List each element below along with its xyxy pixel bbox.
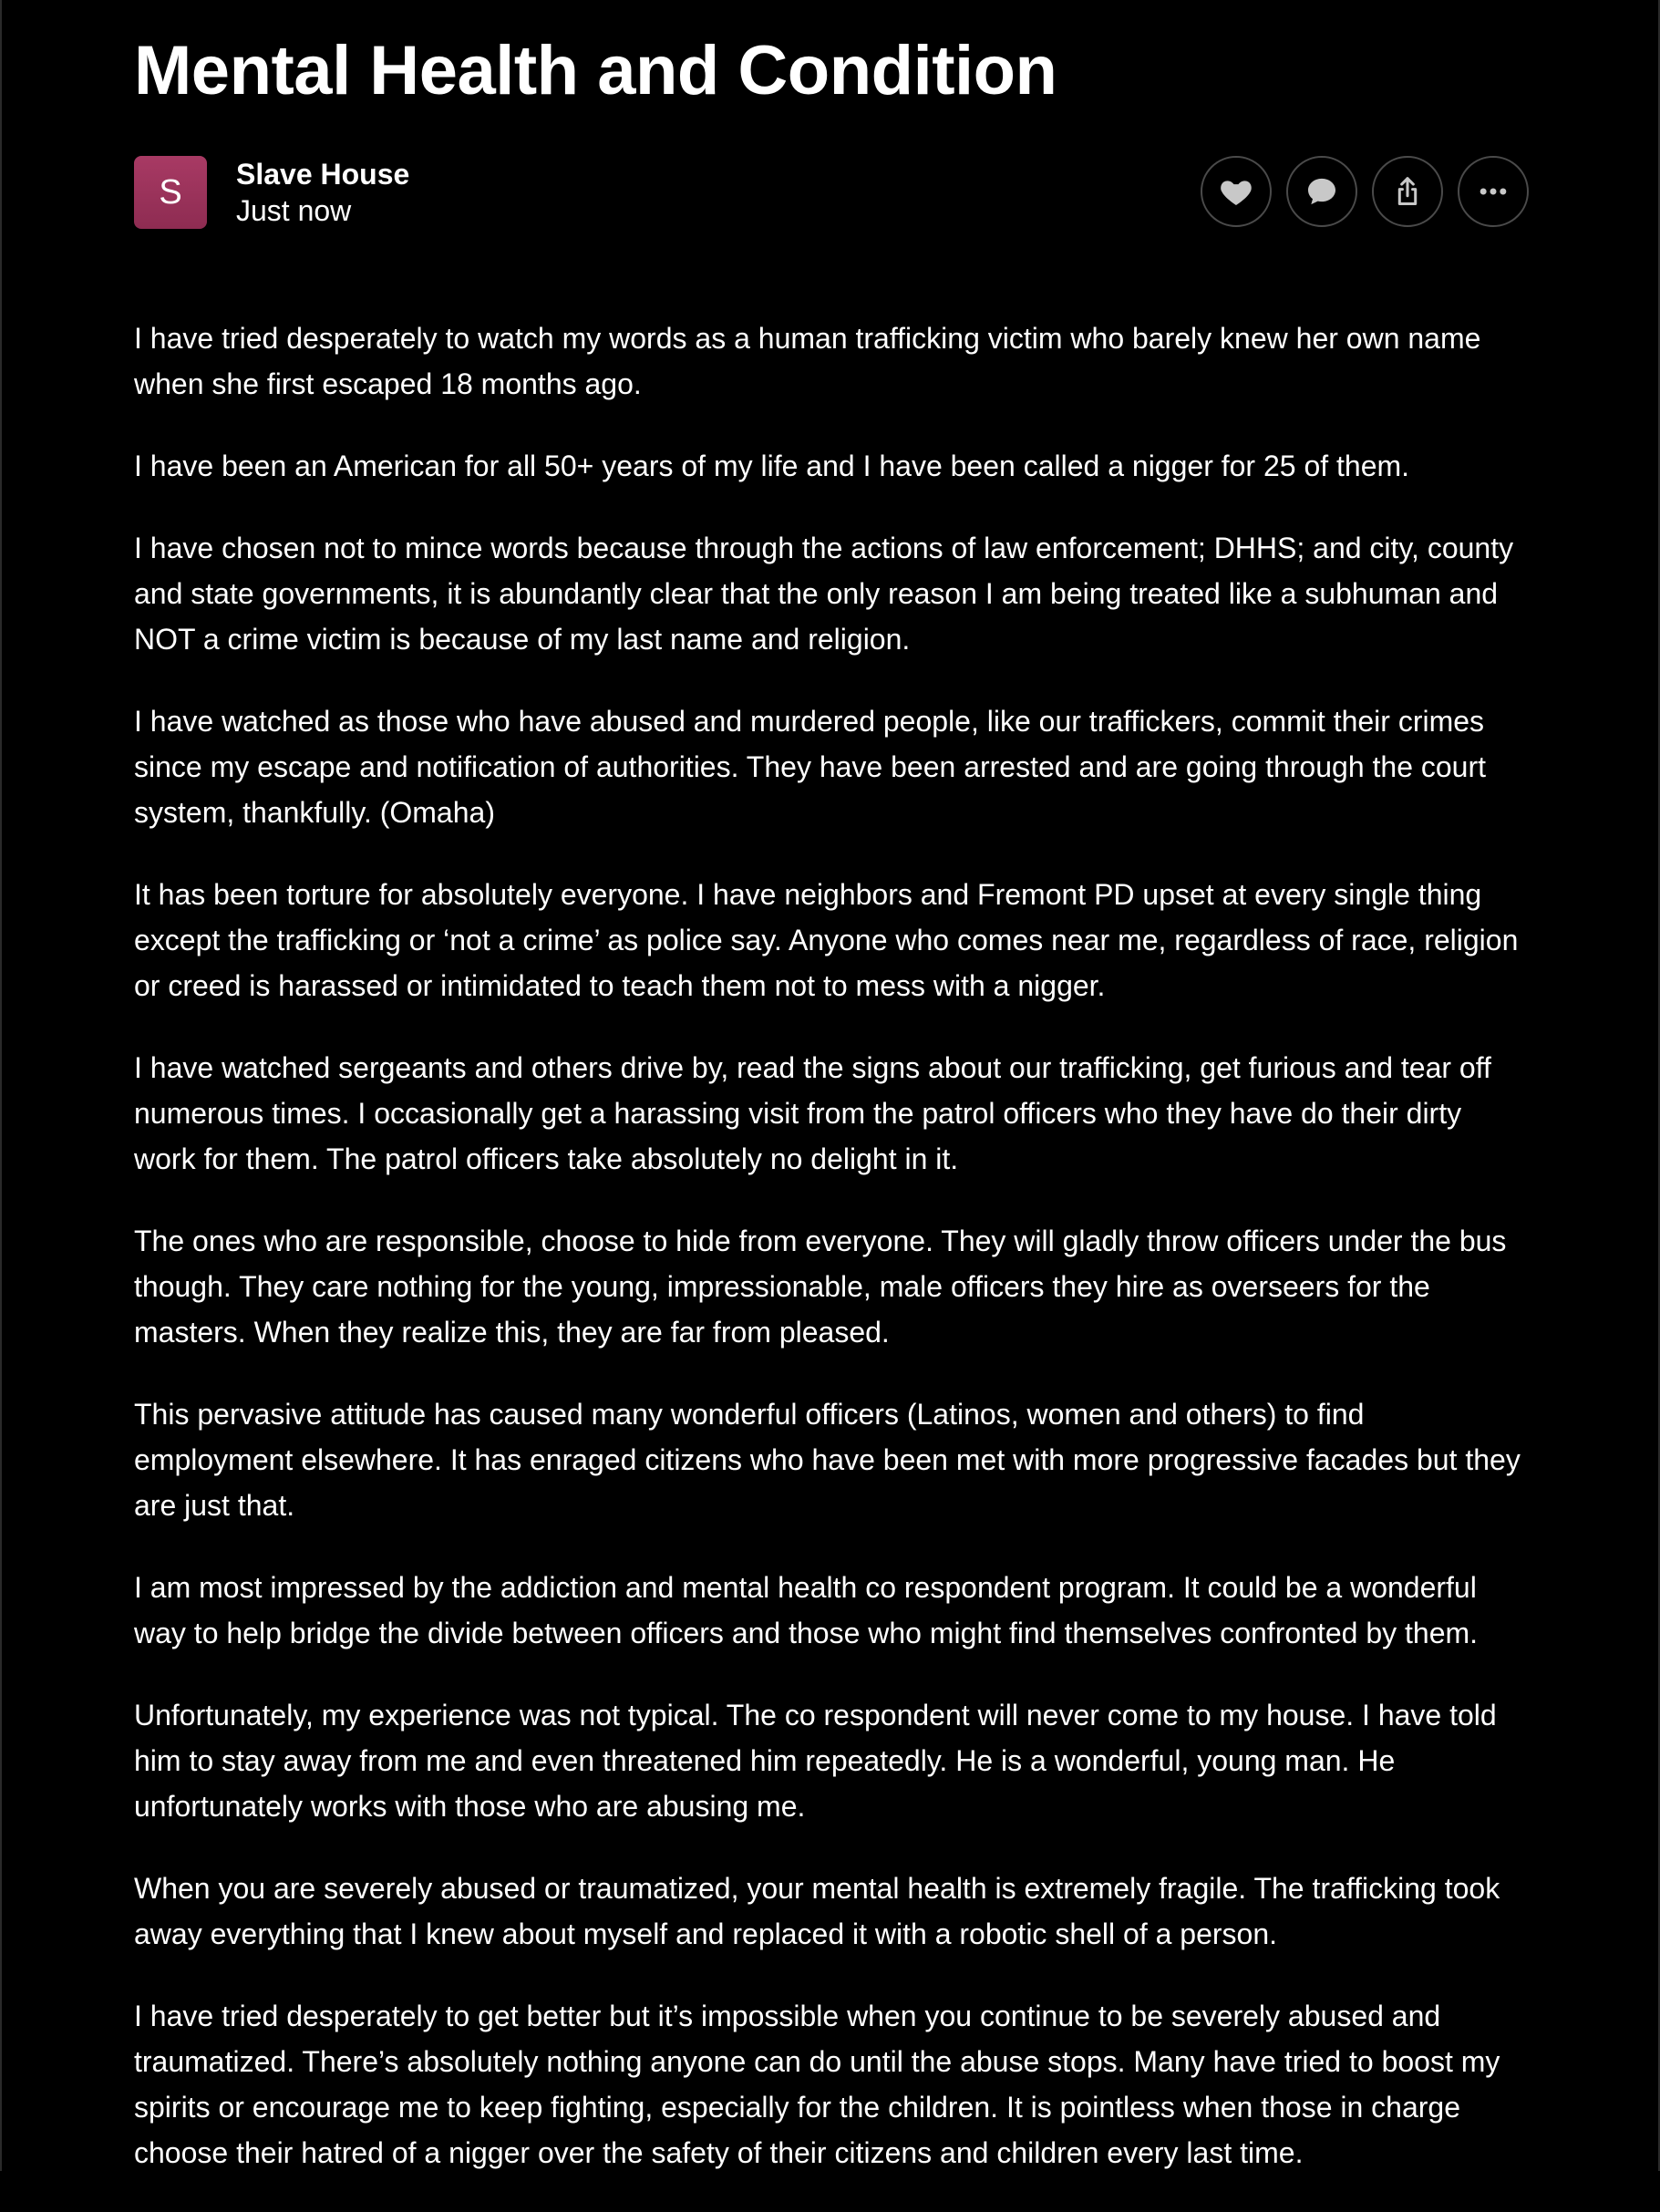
- paragraph: The ones who are responsible, choose to hide from everyone. They will gladly throw officers under the bus though. They care nothing for the young, impressionable, male officers they hire as overseers for the masters. When they realize this, they are far from pleased.: [134, 1225, 1507, 1349]
- paragraph: This pervasive attitude has caused many wonderful officers (Latinos, women and others) to find employment elsewhere. It has enraged citizens who have been met with more progressive facades but they are just that.: [134, 1398, 1521, 1522]
- paragraph: I have tried desperately to watch my words as a human trafficking victim who barely knew her own name when she first escaped 18 months ago.: [134, 322, 1481, 400]
- comment-icon: [1304, 173, 1340, 210]
- heart-icon: [1218, 173, 1254, 210]
- paragraph: It has been torture for absolutely everyone. I have neighbors and Fremont PD upset at every single thing except the trafficking or ‘not a crime’ as police say. Anyone who comes near me, regardless of race, religion or creed is harassed or intimidated to teach them not to mess with a nigger.: [134, 878, 1519, 1002]
- author-name[interactable]: Slave House: [236, 158, 410, 191]
- share-icon: [1390, 174, 1425, 209]
- paragraph: I have been an American for all 50+ years of my life and I have been called a nigger for 25 of them.: [134, 450, 1410, 482]
- author-info: [236, 156, 409, 229]
- post-time: Just now: [236, 194, 352, 227]
- like-button[interactable]: [1201, 156, 1272, 227]
- post-actions: [1201, 156, 1529, 227]
- more-icon: [1475, 173, 1511, 210]
- paragraph: I am most impressed by the addiction and mental health co respondent program. It could be a wonderful way to help bridge the divide between officers and those who might find themselves confronted by them.: [134, 1571, 1479, 1649]
- paragraph: I have chosen not to mince words because through the actions of law enforcement; DHHS; and city, county and state governments, it is abundantly clear that the only reason I am being treated like a subhuman and NOT a crime victim is because of my last name and religion.: [134, 532, 1514, 656]
- paragraph: I have watched sergeants and others drive by, read the signs about our trafficking, get furious and tear off numerous times. I occasionally get a harassing visit from the patrol officers who they have do their dirty work for them. The patrol officers take absolutely no delight in it.: [134, 1051, 1491, 1175]
- author-avatar[interactable]: S: [134, 156, 207, 229]
- article: [134, 0, 1529, 2212]
- paragraph: When you are severely abused or traumatized, your mental health is extremely fragile. The trafficking took away everything that I knew about myself and replaced it with a robotic shell of a person.: [134, 1872, 1500, 1950]
- post-body: [134, 315, 1529, 2176]
- comment-button[interactable]: [1286, 156, 1357, 227]
- paragraph: Unfortunately, my experience was not typical. The co respondent will never come to my house. I have told him to stay away from me and even threatened him repeatedly. He is a wonderful, young man. He unfortunately works with those who are abusing me.: [134, 1699, 1497, 1823]
- post-title: Mental Health and Condition: [134, 32, 1057, 109]
- share-button[interactable]: [1372, 156, 1443, 227]
- post-meta: [134, 156, 1529, 256]
- paragraph: I have tried desperately to get better but it’s impossible when you continue to be severely abused and traumatized. There’s absolutely nothing anyone can do until the abuse stops. Many have tried to boost my spirits or encourage me to keep fighting, especially for the children. It is pointless when those in charge choose their hatred of a nigger over the safety of their citizens and children every last time.: [134, 2000, 1500, 2169]
- more-button[interactable]: [1458, 156, 1529, 227]
- paragraph: I have watched as those who have abused and murdered people, like our traffickers, commit their crimes since my escape and notification of authorities. They have been arrested and are going through the court system, thankfully. (Omaha): [134, 705, 1487, 829]
